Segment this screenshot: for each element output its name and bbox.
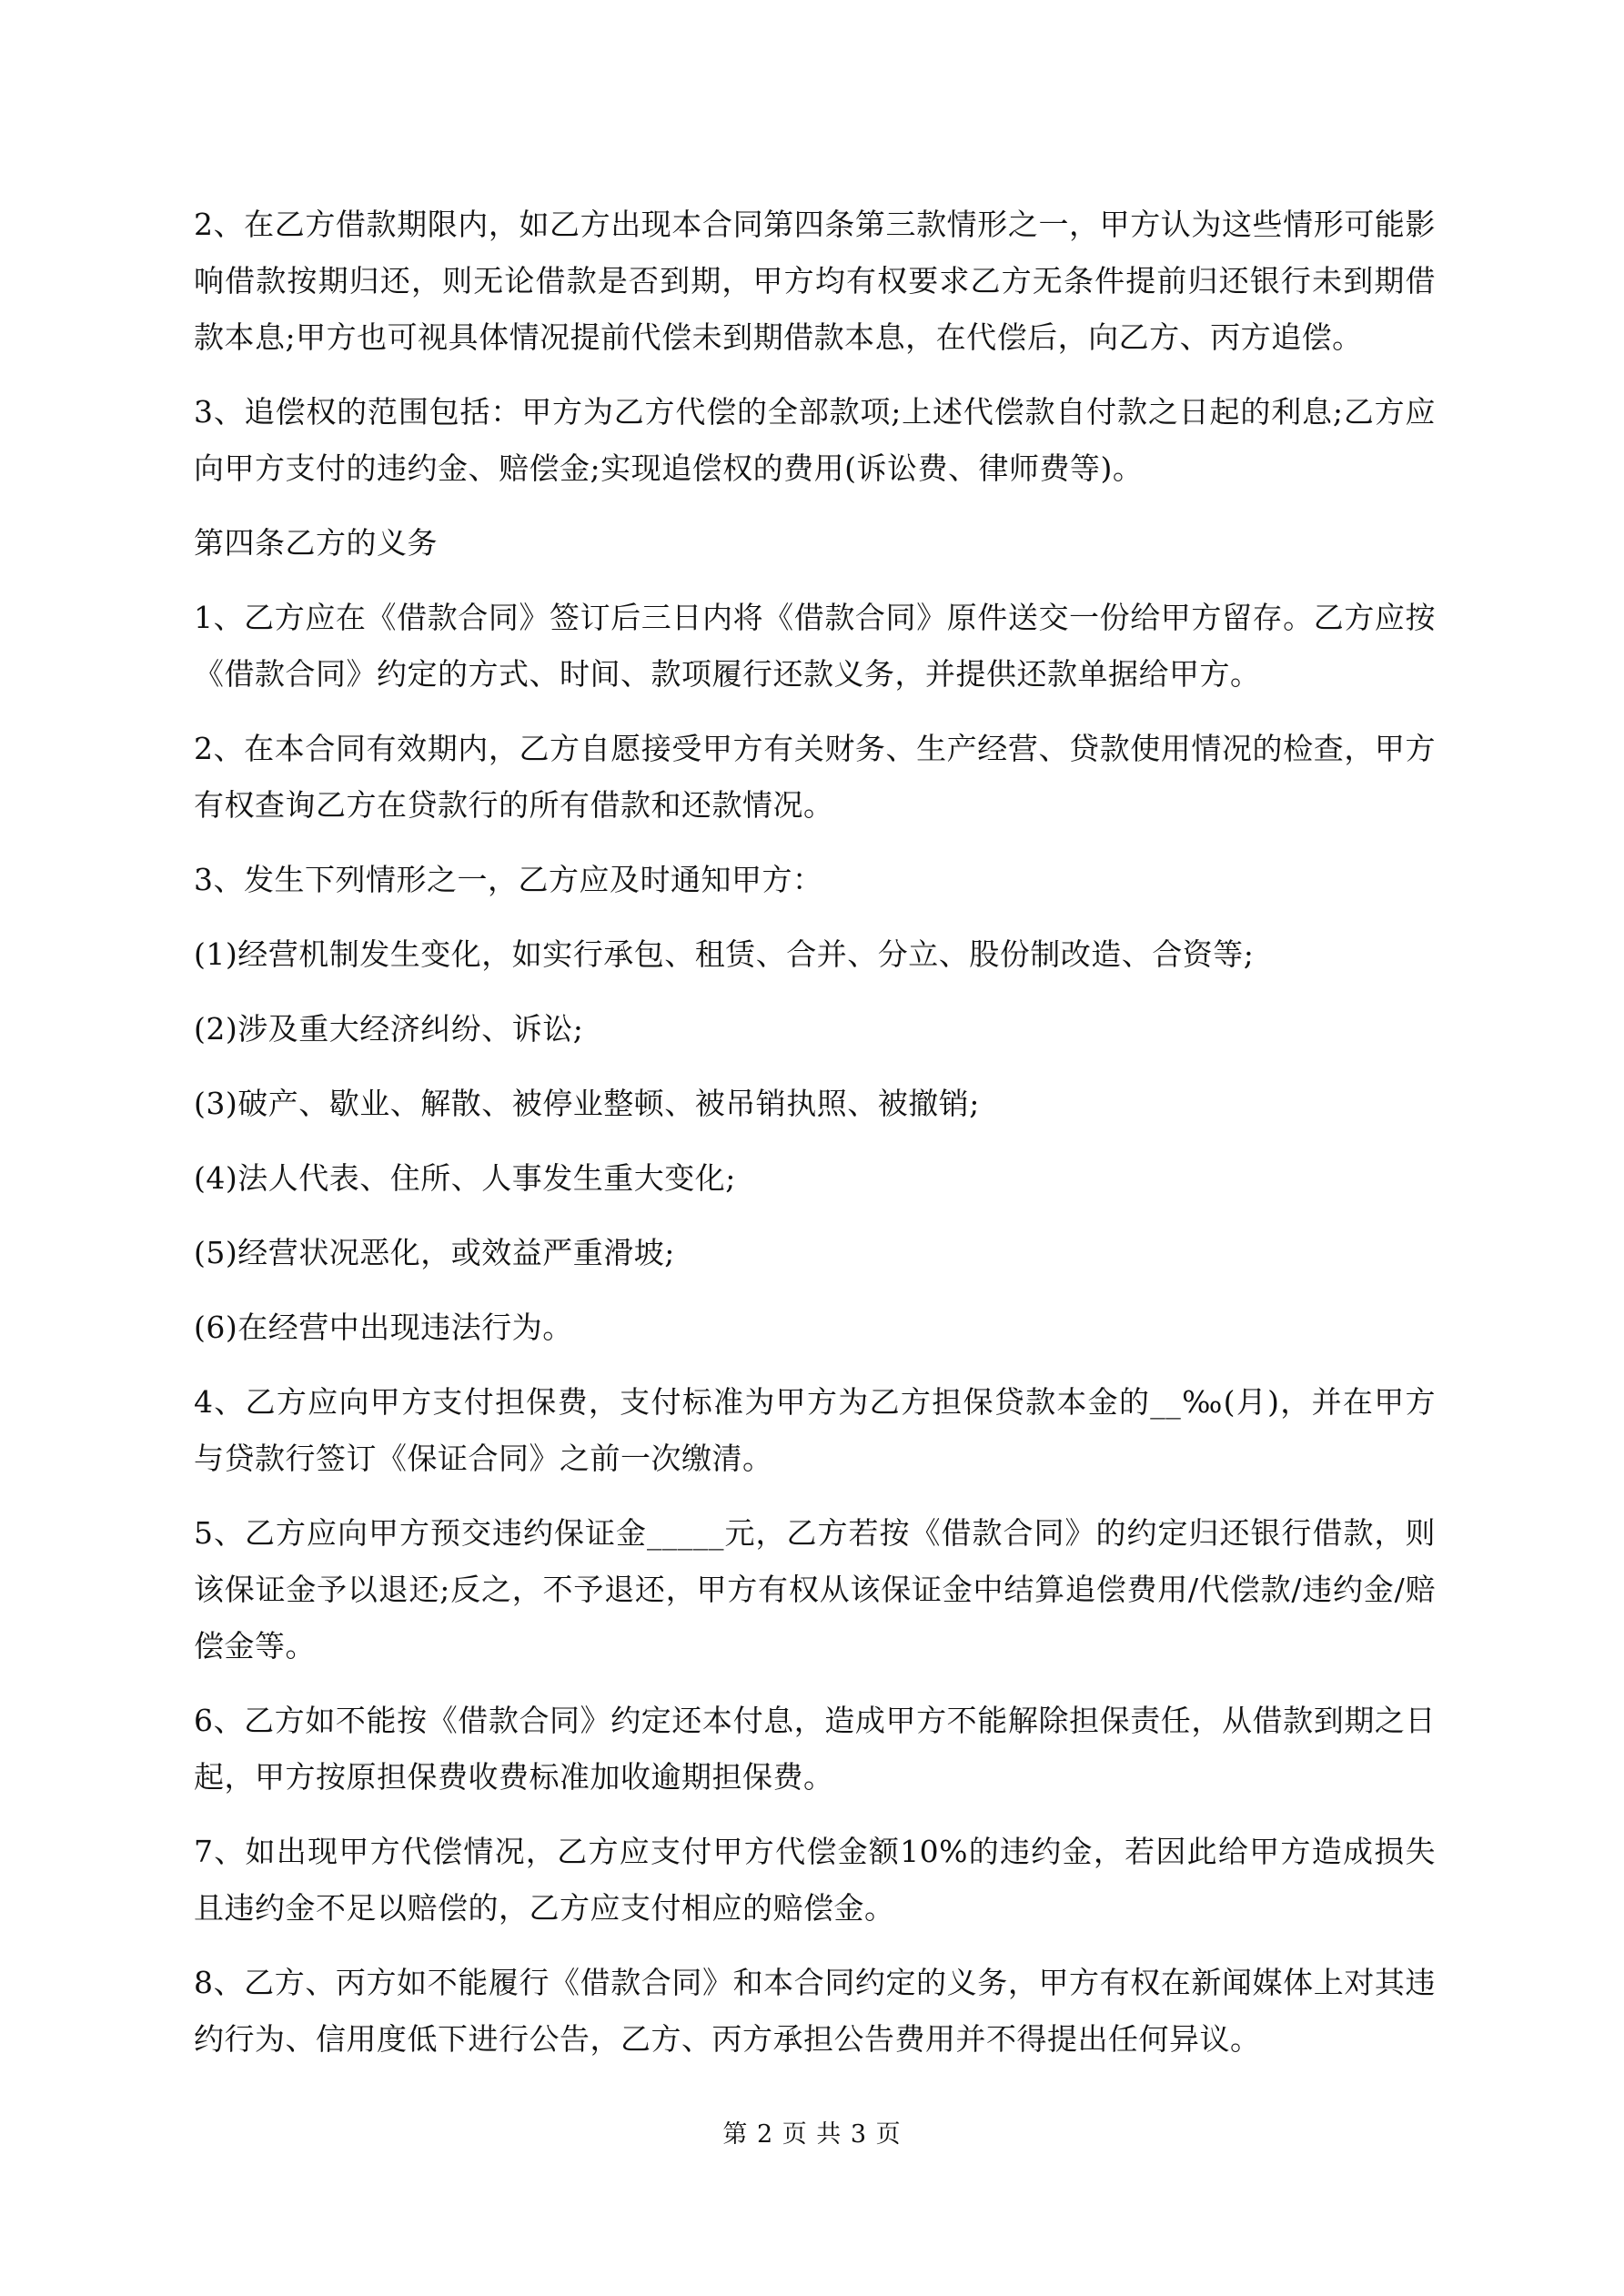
list-item-situation-2: (2)涉及重大经济纠纷、诉讼; xyxy=(194,1011,584,1047)
paragraph-obligation-3: 3、发生下列情形之一，乙方应及时通知甲方： xyxy=(194,862,823,897)
paragraph-obligation-7: 7、如出现甲方代偿情况，乙方应支付甲方代偿金额10%的违约金，若因此给甲方造成损失且违约金不足以赔偿的，乙方应支付相应的赔偿金。 xyxy=(194,1834,1436,1926)
list-item-situation-3: (3)破产、歇业、解散、被停业整顿、被吊销执照、被撤销; xyxy=(194,1086,980,1121)
paragraph-obligation-6: 6、乙方如不能按《借款合同》约定还本付息，造成甲方不能解除担保责任，从借款到期之日起，甲方按原担保费收费标准加收逾期担保费。 xyxy=(194,1703,1436,1795)
section-heading-article-4: 第四条乙方的义务 xyxy=(194,525,438,561)
paragraph-obligation-8: 8、乙方、丙方如不能履行《借款合同》和本合同约定的义务，甲方有权在新闻媒体上对其违约行为、信用度低下进行公告，乙方、丙方承担公告费用并不得提出任何异议。 xyxy=(194,1965,1436,2057)
list-item-situation-4: (4)法人代表、住所、人事发生重大变化; xyxy=(194,1160,736,1196)
page-number-footer: 第 2 页 共 3 页 xyxy=(722,2120,902,2149)
paragraph-obligation-1: 1、乙方应在《借款合同》签订后三日内将《借款合同》原件送交一份给甲方留存。乙方应按《借款合同》约定的方式、时间、款项履行还款义务，并提供还款单据给甲方。 xyxy=(194,600,1436,692)
paragraph-clause-3: 3、追偿权的范围包括：甲方为乙方代偿的全部款项;上述代偿款自付款之日起的利息;乙方应向甲方支付的违约金、赔偿金;实现追偿权的费用(诉讼费、律师费等)。 xyxy=(194,394,1436,486)
paragraph-obligation-2: 2、在本合同有效期内，乙方自愿接受甲方有关财务、生产经营、贷款使用情况的检查，甲方有权查询乙方在贷款行的所有借款和还款情况。 xyxy=(194,731,1436,823)
list-item-situation-5: (5)经营状况恶化，或效益严重滑坡; xyxy=(194,1235,675,1270)
list-item-situation-6: (6)在经营中出现违法行为。 xyxy=(194,1310,573,1345)
paragraph-clause-2: 2、在乙方借款期限内，如乙方出现本合同第四条第三款情形之一，甲方认为这些情形可能影响借款按期归还，则无论借款是否到期，甲方均有权要求乙方无条件提前归还银行未到期借款本息;甲方也可视具体情况提前代偿未到期借款本息，在代偿后，向乙方、丙方追偿。 xyxy=(194,207,1436,355)
document-body xyxy=(194,197,1436,2086)
list-item-situation-1: (1)经营机制发生变化，如实行承包、租赁、合并、分立、股份制改造、合资等; xyxy=(194,936,1255,972)
paragraph-obligation-5: 5、乙方应向甲方预交违约保证金_____元，乙方若按《借款合同》的约定归还银行借款，则该保证金予以退还;反之，不予退还，甲方有权从该保证金中结算追偿费用/代偿款/违约金/赔偿金等。 xyxy=(194,1515,1436,1664)
paragraph-obligation-4: 4、乙方应向甲方支付担保费，支付标准为甲方为乙方担保贷款本金的__‰(月)，并在甲方与贷款行签订《保证合同》之前一次缴清。 xyxy=(194,1384,1436,1476)
